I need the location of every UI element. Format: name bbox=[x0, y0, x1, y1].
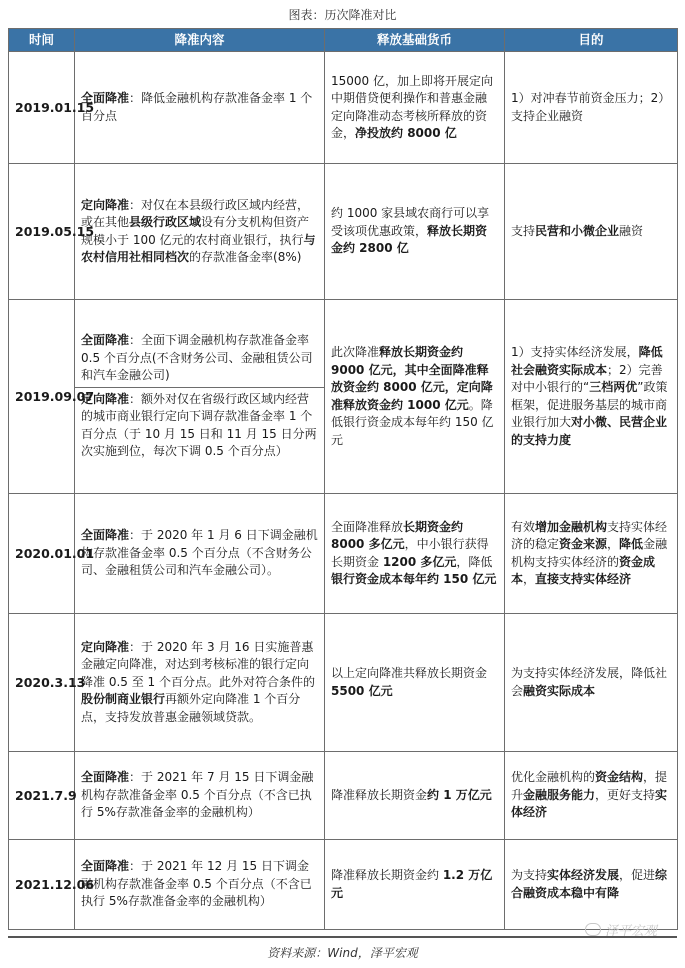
text: ；2）完善对中小银行的“ bbox=[511, 362, 663, 394]
row-purpose bbox=[505, 164, 678, 300]
text: ，更好支持 bbox=[595, 787, 656, 802]
bold-text: 资金成本 bbox=[511, 554, 656, 586]
content-part bbox=[81, 856, 318, 913]
row-release bbox=[325, 752, 505, 840]
text: 全面降准释放 bbox=[331, 519, 404, 534]
table-caption: 图表：历次降准对比 bbox=[288, 8, 397, 22]
bold-text: 资金来源 bbox=[559, 537, 608, 551]
header-release: 释放基础货币 bbox=[325, 29, 505, 52]
text: 支持实体经济的稳定 bbox=[511, 519, 668, 551]
bold-text: 净投放约 8000 亿 bbox=[355, 126, 457, 140]
text: ：对仅在本县级行政区域内经营，或在其他 bbox=[81, 197, 310, 229]
footer-rule bbox=[8, 936, 677, 938]
text: 以上定向降准共释放长期资金 bbox=[331, 666, 488, 680]
bold-text: 全面降准 bbox=[81, 333, 130, 348]
row-date: 2021.7.9 bbox=[9, 752, 75, 840]
text: 降准释放长期资金 bbox=[331, 787, 428, 802]
bold-text: 1200 多亿元 bbox=[382, 554, 457, 569]
text: ：于 2020 年 1 月 6 日下调金融机构存款准备金率 0.5 个百分点（不含财务公司、金融租赁公司和汽车金融公司）。 bbox=[81, 528, 318, 578]
bold-text: 与农村信用社相同档次 bbox=[81, 232, 316, 264]
row-release bbox=[325, 300, 505, 494]
bold-text: 5500 亿元 bbox=[331, 683, 393, 698]
bold-text: 长期资金约 8000 多亿元 bbox=[331, 519, 464, 551]
header-content: 降准内容 bbox=[75, 29, 325, 52]
text: 再额外定向降准 1 个百分点，支持发放普惠金融领域贷款。 bbox=[81, 692, 301, 724]
text: 的存款准备金率(8%) bbox=[189, 250, 302, 264]
text: ，中小银行获得长期资金 bbox=[331, 537, 489, 569]
bold-text: 释放长期资金约 2800 亿 bbox=[331, 223, 488, 256]
bold-text: 增加金融机构 bbox=[535, 519, 608, 534]
text: ：降低金融机构存款准备金率 1 个百分点 bbox=[81, 91, 313, 123]
row-date: 2019.09.07 bbox=[9, 300, 75, 494]
table-row bbox=[9, 752, 678, 840]
text: ：全面下调金融机构存款准备金率 0.5 个百分点(不含财务公司、金融租赁公司和汽车金融公司) bbox=[81, 333, 313, 383]
row-content bbox=[75, 840, 325, 930]
row-content bbox=[75, 494, 325, 614]
text: 降准释放长期资金约 bbox=[331, 868, 443, 882]
content-part bbox=[81, 330, 318, 387]
row-content bbox=[75, 752, 325, 840]
table-header-row bbox=[9, 29, 678, 52]
row-release bbox=[325, 840, 505, 930]
text: 1）对冲春节前资金压力；2）支持企业融资 bbox=[511, 91, 671, 123]
row-content bbox=[75, 300, 325, 494]
table-row bbox=[9, 164, 678, 300]
row-release bbox=[325, 52, 505, 164]
row-purpose bbox=[505, 300, 678, 494]
text: ：额外对仅在省级行政区域内经营的城市商业银行定向下调存款准备金率 1 个百分点（于 10 月 15 日和 11 月 15 日分两次实施到位，每次下调 0.5 个百分点） bbox=[81, 391, 317, 459]
text: ：于 2021 年 7 月 15 日下调金融机构存款准备金率 0.5 个百分点（不含已执行 5%存款准备金率的金融机构） bbox=[81, 770, 314, 820]
watermark-text: 泽平宏观 bbox=[604, 924, 657, 939]
text: ，促进 bbox=[619, 868, 656, 882]
bold-text: 综合融资成本稳中有降 bbox=[511, 868, 668, 900]
text: 此次降准 bbox=[331, 345, 380, 359]
bold-text: 实体经济发展 bbox=[547, 868, 620, 882]
source-note: 资料来源：Wind，泽平宏观 bbox=[267, 946, 418, 960]
bold-text: 资金结构 bbox=[595, 770, 644, 785]
text: 约 1000 家县域农商行可以享受该项优惠政策， bbox=[331, 206, 490, 238]
bold-text: 银行资金成本每年约 150 亿元 bbox=[331, 572, 497, 586]
content-part bbox=[81, 637, 318, 729]
text: ， bbox=[607, 537, 620, 551]
table-row bbox=[9, 840, 678, 930]
table-row bbox=[9, 494, 678, 614]
bold-text: 融资实际成本 bbox=[523, 683, 596, 698]
text: 。降低银行资金成本每年约 150 亿元 bbox=[331, 397, 494, 447]
row-purpose bbox=[505, 840, 678, 930]
bold-text: 降低社会融资实际成本 bbox=[511, 345, 663, 377]
row-purpose bbox=[505, 752, 678, 840]
table-row bbox=[9, 300, 678, 494]
bold-text: 定向降准 bbox=[81, 391, 130, 406]
bold-text: 全面降准 bbox=[81, 91, 130, 105]
bold-text: 金融服务能力 bbox=[523, 787, 596, 802]
text: ”政策框架，促进服务基层的城市商业银行加大 bbox=[511, 380, 668, 429]
text: ，提升 bbox=[511, 770, 668, 802]
bold-text: 县级行政区域 bbox=[129, 215, 202, 229]
row-release bbox=[325, 614, 505, 752]
text: 设有分支机构但资产规模小于 100 亿元的农村商业银行，执行 bbox=[81, 215, 310, 247]
table-row bbox=[9, 614, 678, 752]
text: 金融机构支持实体经济的 bbox=[511, 537, 668, 569]
bold-text: 对小微、民营企业的支持力度 bbox=[511, 415, 668, 447]
content-part bbox=[81, 88, 318, 127]
text: 为支持实体经济发展，降低社会 bbox=[511, 666, 668, 698]
row-date: 2019.01.15 bbox=[9, 52, 75, 164]
text: ， bbox=[523, 572, 536, 586]
row-date: 2021.12.06 bbox=[9, 840, 75, 930]
bold-text: 三档两优 bbox=[589, 380, 638, 394]
bold-text: 1.2 万亿元 bbox=[331, 868, 493, 900]
text: ：于 2020 年 3 月 16 日实施普惠金融定向降准，对达到考核标准的银行定向降准 0.5 至 1 个百分点。此外对符合条件的 bbox=[81, 639, 315, 689]
bold-text: 释放长期资金约 9000 亿元，其中全面降准释放资金约 8000 亿元，定向降准释放资金约 1000 亿元 bbox=[331, 345, 493, 412]
row-purpose bbox=[505, 494, 678, 614]
row-release bbox=[325, 164, 505, 300]
row-purpose bbox=[505, 614, 678, 752]
text: 支持 bbox=[511, 223, 536, 238]
bold-text: 定向降准 bbox=[81, 197, 130, 212]
table-row bbox=[9, 52, 678, 164]
header-date: 时间 bbox=[9, 29, 75, 52]
bold-text: 股份制商业银行 bbox=[81, 692, 166, 707]
text: 15000 亿，加上即将开展定向中期借贷便利操作和普惠金融定向降准动态考核所释放的资金， bbox=[331, 73, 493, 140]
bold-text: 约 1 万亿元 bbox=[427, 787, 492, 802]
bold-text: 实体经济 bbox=[511, 787, 668, 820]
text: ：于 2021 年 12 月 15 日下调金融机构存款准备金率 0.5 个百分点（不含已执行 5%存款准备金率的金融机构） bbox=[81, 859, 312, 909]
row-content bbox=[75, 164, 325, 300]
header-purpose: 目的 bbox=[505, 29, 678, 52]
text: 为支持 bbox=[511, 868, 548, 882]
content-part bbox=[75, 387, 324, 463]
bold-text: 全面降准 bbox=[81, 770, 130, 785]
bold-text: 降低 bbox=[619, 537, 644, 551]
row-release bbox=[325, 494, 505, 614]
text: 优化金融机构的 bbox=[511, 770, 596, 785]
row-purpose bbox=[505, 52, 678, 164]
rrr-cut-table bbox=[8, 28, 678, 930]
bold-text: 直接支持实体经济 bbox=[535, 572, 632, 586]
wechat-icon bbox=[585, 923, 601, 936]
text: ，降低 bbox=[456, 554, 493, 569]
text: 有效 bbox=[511, 519, 536, 534]
bold-text: 全面降准 bbox=[81, 528, 130, 543]
content-part bbox=[81, 767, 318, 824]
bold-text: 民营和小微企业 bbox=[535, 223, 620, 238]
row-content bbox=[75, 52, 325, 164]
row-date: 2020.3.13 bbox=[9, 614, 75, 752]
bold-text: 定向降准 bbox=[81, 639, 130, 654]
content-part bbox=[81, 195, 318, 269]
text: 1）支持实体经济发展， bbox=[511, 345, 639, 359]
content-part bbox=[81, 525, 318, 582]
row-date: 2019.05.15 bbox=[9, 164, 75, 300]
row-date: 2020.01.01 bbox=[9, 494, 75, 614]
row-content bbox=[75, 614, 325, 752]
text: 融资 bbox=[619, 223, 644, 238]
bold-text: 全面降准 bbox=[81, 859, 130, 874]
